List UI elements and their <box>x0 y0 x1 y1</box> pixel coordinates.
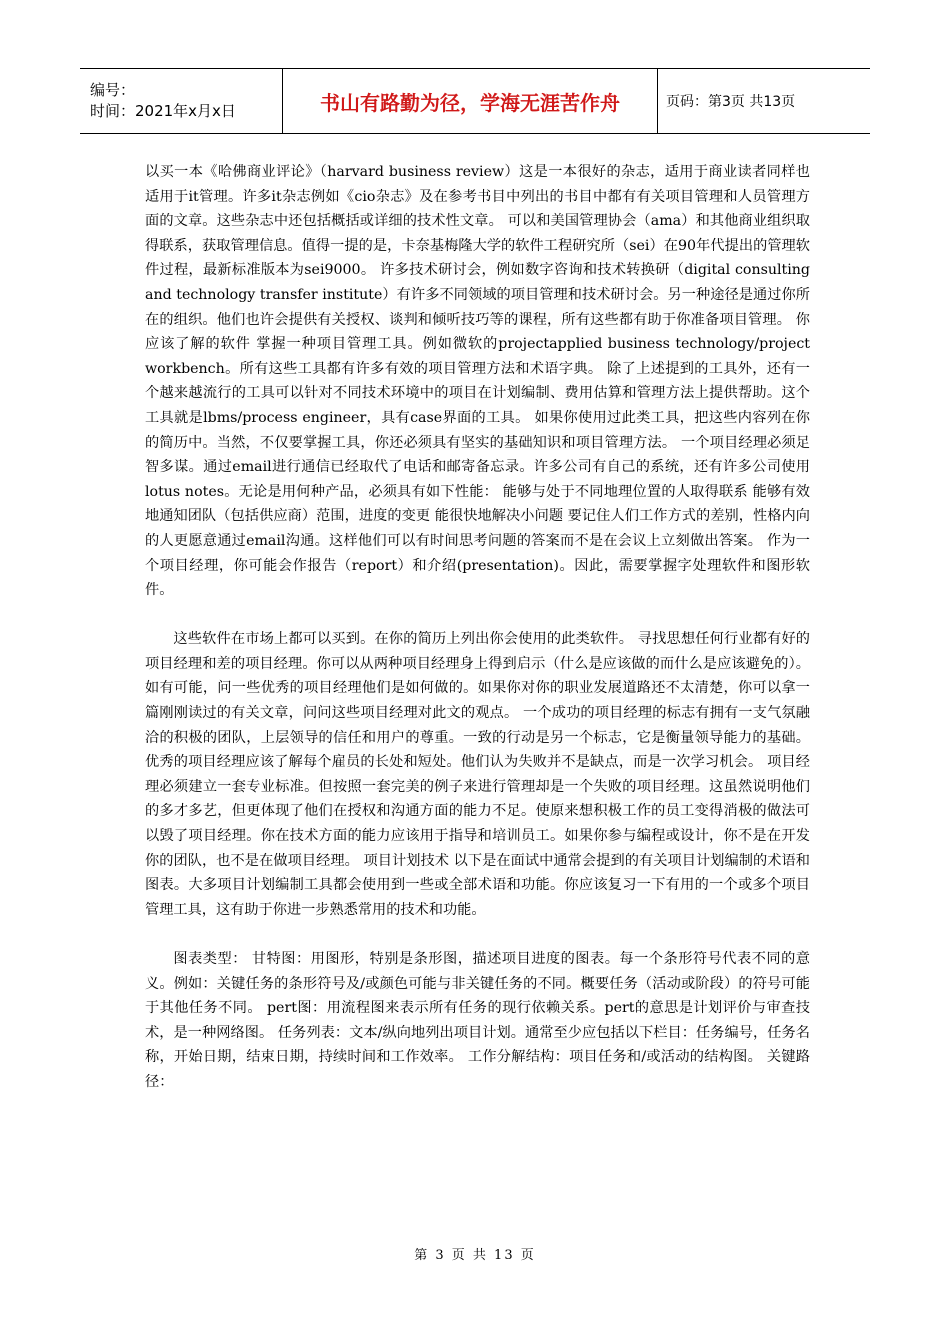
page-footer: 第 3 页 共 13 页 <box>414 1248 536 1263</box>
body-paragraph: 以买一本《哈佛商业评论》（harvard business review）这是一本很好的杂志，适用于商业读者同样也适用于it管理。许多it杂志例如《cio杂志》及在参考书目中列出的书目中都有有关项目管理和人员管理方面的文章。这些杂志中还包括概括或详细的技术性文章。 可以和美国管理协会（ama）和其他商业组织取得联系，获取管理信息。值得一提的是，卡奈基梅隆大学的软件工程研究所（sei）在90年代提出的管理软件过程，最新标准版本为sei9000。 许多技术研讨会，例如数字咨询和技术转换研（digital consulting and technology transfer institute）有许多不同领域的项目管理和技术研讨会。另一种途径是通过你所在的组织。他们也许会提供有关授权、谈判和倾听技巧等的课程，所有这些都有助于你准备项目管理。 你应该了解的软件 掌握一种项目管理工具。例如微软的projectapplied business technology/project workbench。所有这些工具都有许多有效的项目管理方法和术语字典。 除了上述提到的工具外，还有一个越来越流行的工具可以针对不同技术环境中的项目在计划编制、费用估算和管理方法上提供帮助。这个工具就是lbms/process engineer，具有case界面的工具。 如果你使用过此类工具，把这些内容列在你的简历中。当然，不仅要掌握工具，你还必须具有坚实的基础知识和项目管理方法。 一个项目经理必须足智多谋。通过email进行通信已经取代了电话和邮寄备忘录。许多公司有自己的系统，还有许多公司使用lotus notes。无论是用何种产品，必须具有如下性能： 能够与处于不同地理位置的人取得联系 能够有效地通知团队（包括供应商）范围，进度的变更 能很快地解决小问题 要记住人们工作方式的差别，性格内向的人更愿意通过email沟通。这样他们可以有时间思考问题的答案而不是在会议上立刻做出答案。 作为一个项目经理，你可能会作报告（report）和介绍(presentation)。因此，需要掌握字处理软件和图形软件。 <box>145 164 810 599</box>
document-time-label: 时间：2021年x月x日 <box>90 102 236 120</box>
header-page-number: 页码：第3页 共13页 <box>666 94 796 110</box>
header-page-cell <box>658 69 870 133</box>
header-meta <box>80 69 282 133</box>
header-motto-cell <box>282 69 658 133</box>
document-number-label: 编号： <box>90 81 136 99</box>
body-paragraph: 这些软件在市场上都可以买到。在你的简历上列出你会使用的此类软件。 寻找思想任何行业都有好的项目经理和差的项目经理。你可以从两种项目经理身上得到启示（什么是应该做的而什么是应该避免的）。如有可能，问一些优秀的项目经理他们是如何做的。如果你对你的职业发展道路还不太清楚，你可以拿一篇刚刚读过的有关文章，问问这些项目经理对此文的观点。 一个成功的项目经理的标志有拥有一支气氛融洽的积极的团队，上层领导的信任和用户的尊重。一致的行动是另一个标志，它是衡量领导能力的基础。优秀的项目经理应该了解每个雇员的长处和短处。他们认为失败并不是缺点，而是一次学习机会。 项目经理必须建立一套专业标准。但按照一套完美的例子来进行管理却是一个失败的项目经理。这虽然说明他们的多才多艺，但更体现了他们在授权和沟通方面的能力不足。使原来想积极工作的员工变得消极的做法可以毁了项目经理。你在技术方面的能力应该用于指导和培训员工。如果你参与编程或设计，你不是在开发你的团队，也不是在做项目经理。 项目计划技术 以下是在面试中通常会提到的有关项目计划编制的术语和图表。大多项目计划编制工具都会使用到一些或全部术语和功能。你应该复习一下有用的一个或多个项目管理工具，这有助于你进一步熟悉常用的技术和功能。 <box>145 631 810 918</box>
page-header <box>80 68 870 134</box>
document-body <box>145 160 810 1095</box>
header-motto: 书山有路勤为径，学海无涯苦作舟 <box>320 90 620 115</box>
body-paragraph: 图表类型： 甘特图：用图形，特别是条形图，描述项目进度的图表。每一个条形符号代表不同的意义。例如：关键任务的条形符号及/或颜色可能与非关键任务的不同。概要任务（活动或阶段）的符号可能于其他任务不同。 pert图：用流程图来表示所有任务的现行依赖关系。pert的意思是计划评价与审查技术，是一种网络图。 任务列表：文本/纵向地列出项目计划。通常至少应包括以下栏目：任务编号，任务名称，开始日期，结束日期，持续时间和工作效率。 工作分解结构：项目任务和/或活动的结构图。 关键路径： <box>145 951 810 1090</box>
